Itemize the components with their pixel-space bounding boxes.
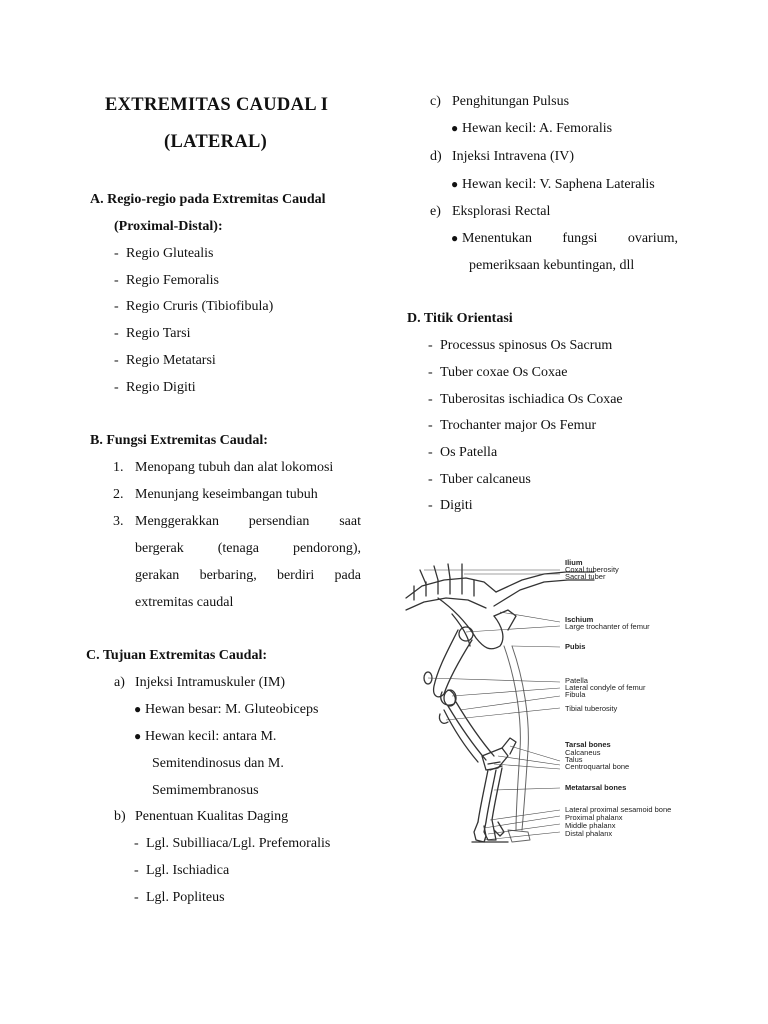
label-sesamoid: Lateral proximal sesamoid bone [565, 805, 672, 814]
section-a-heading: A. Regio-regio pada Extremitas Caudal [90, 192, 326, 207]
hindlimb-skeleton-figure [404, 550, 678, 850]
list-item: Injeksi Intravena (IV) [452, 149, 575, 164]
justified-line: gerakan berbaring, berdiri pada [135, 568, 361, 583]
label-centroquartal: Centroquartal bone [565, 762, 630, 771]
bullet-item: ● Hewan kecil: A. Femoralis [451, 121, 613, 136]
section-a-heading-cont: (Proximal-Distal): [114, 219, 223, 234]
bullet-cont: Semimembranosus [152, 783, 259, 798]
list-item: - Lgl. Ischiadica [134, 863, 230, 878]
bullet-cont: Semitendinosus dan M. [152, 756, 284, 771]
list-item: - Lgl. Popliteus [134, 890, 225, 905]
list-item: - Regio Metatarsi [114, 353, 216, 368]
label-large-trochanter: Large trochanter of femur [565, 622, 650, 631]
label-pubis: Pubis [565, 642, 586, 651]
bullet-item: ● Hewan kecil: V. Saphena Lateralis [451, 177, 655, 192]
page-subtitle: (LATERAL) [164, 132, 268, 152]
label-fibula: Fibula [565, 690, 586, 699]
bullet-item: ● Menentukan fungsi ovarium, [451, 231, 678, 246]
list-item: Menopang tubuh dan alat lokomosi [135, 460, 334, 475]
label-distal-phalanx: Distal phalanx [565, 829, 613, 838]
label-lateral-condyle: Lateral condyle of femur [565, 683, 646, 692]
justified-line: bergerak (tenaga pendorong), [135, 541, 361, 556]
label-talus: Talus [565, 755, 583, 764]
list-number: 2. [113, 487, 124, 502]
list-marker: a) [114, 675, 125, 690]
list-item: - Processus spinosus Os Sacrum [428, 338, 613, 353]
list-item: - Regio Glutealis [114, 246, 214, 261]
label-calcaneus: Calcaneus [565, 748, 601, 757]
list-item: - Os Patella [428, 445, 498, 460]
label-ischium: Ischium [565, 615, 594, 624]
list-item-cont: extremitas caudal [135, 595, 234, 610]
list-item: - Trochanter major Os Femur [428, 418, 597, 433]
list-marker: b) [114, 809, 126, 824]
section-d-heading: D. Titik Orientasi [407, 311, 513, 326]
list-item: - Digiti [428, 498, 473, 513]
justified-line: Menggerakkan persendian saat [135, 514, 361, 529]
label-proximal-phalanx: Proximal phalanx [565, 813, 623, 822]
list-item: - Regio Tarsi [114, 326, 191, 341]
list-number: 3. [113, 514, 124, 529]
list-item: - Regio Femoralis [114, 273, 219, 288]
label-ilium: Ilium [565, 558, 583, 567]
bullet-cont: pemeriksaan kebuntingan, dll [469, 258, 635, 273]
page-title: EXTREMITAS CAUDAL I [105, 95, 329, 115]
list-marker: d) [430, 149, 442, 164]
section-b-heading: B. Fungsi Extremitas Caudal: [90, 433, 268, 448]
label-middle-phalanx: Middle phalanx [565, 821, 616, 830]
list-item: Eksplorasi Rectal [452, 204, 551, 219]
bullet-item: ● Hewan kecil: antara M. [134, 729, 277, 744]
list-item: Penghitungan Pulsus [452, 94, 570, 109]
list-item: Penentuan Kualitas Daging [135, 809, 289, 824]
list-item: - Tuber coxae Os Coxae [428, 365, 568, 380]
list-item: Menunjang keseimbangan tubuh [135, 487, 318, 502]
label-tibial-tuberosity: Tibial tuberosity [565, 704, 618, 713]
label-tarsal-bones: Tarsal bones [565, 740, 611, 749]
list-item: - Regio Cruris (Tibiofibula) [114, 299, 274, 314]
section-c-heading: C. Tujuan Extremitas Caudal: [86, 648, 268, 663]
list-number: 1. [113, 460, 124, 475]
bullet-item: ● Hewan besar: M. Gluteobiceps [134, 702, 319, 717]
list-marker: e) [430, 204, 441, 219]
list-marker: c) [430, 94, 441, 109]
label-sacral-tuber: Sacral tuber [565, 572, 606, 581]
label-metatarsal-bones: Metatarsal bones [565, 783, 627, 792]
label-patella: Patella [565, 676, 588, 685]
label-coxal-tuberosity: Coxal tuberosity [565, 565, 619, 574]
list-item: Injeksi Intramuskuler (IM) [135, 675, 286, 690]
list-item: - Lgl. Subilliaca/Lgl. Prefemoralis [134, 836, 331, 851]
list-item: - Tuberositas ischiadica Os Coxae [428, 392, 623, 407]
list-item: - Regio Digiti [114, 380, 196, 395]
list-item: - Tuber calcaneus [428, 472, 531, 487]
